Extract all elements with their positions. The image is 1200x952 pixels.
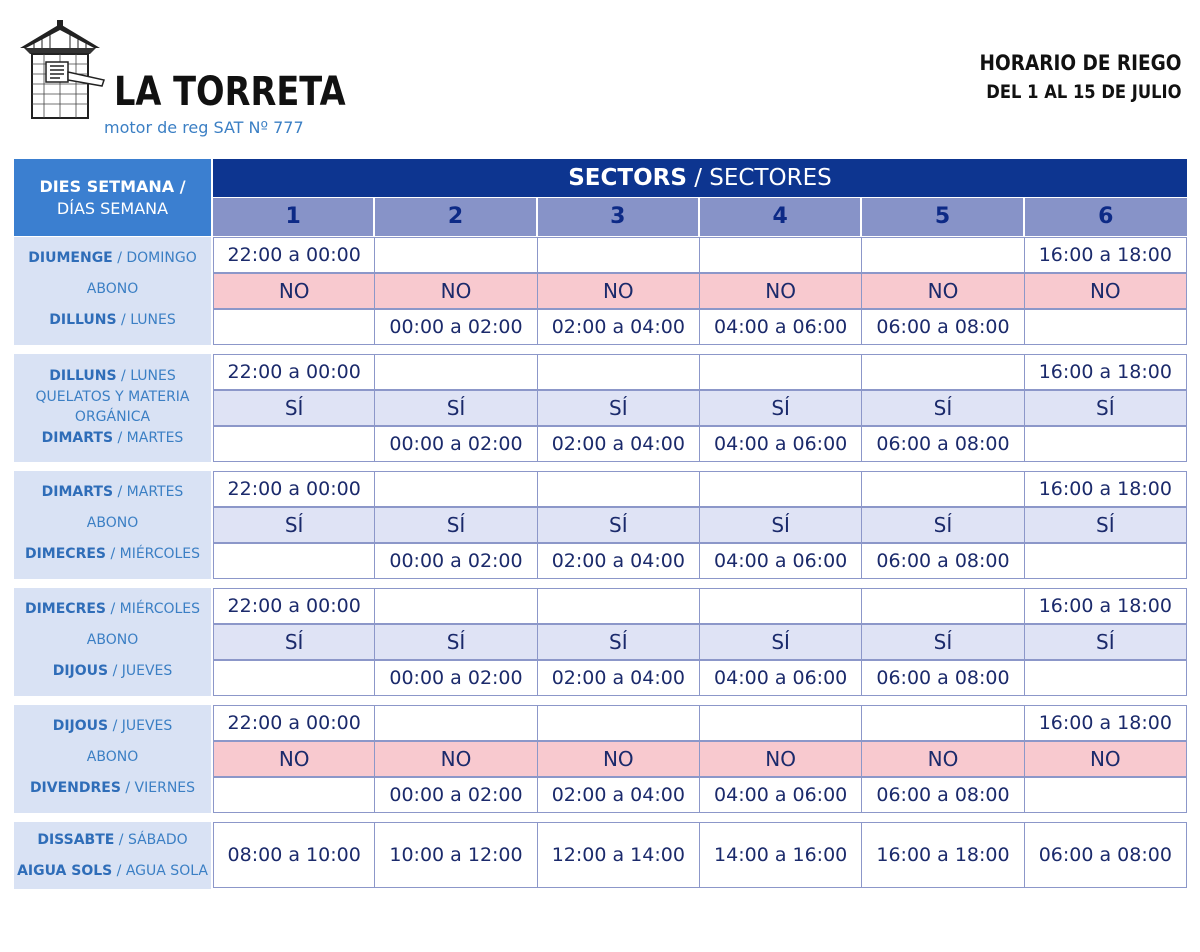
abono-cell: SÍ: [375, 624, 537, 660]
time-cell: [213, 543, 375, 579]
time-cell: 14:00 a 16:00: [700, 822, 862, 888]
sector-number: 4: [700, 198, 862, 236]
day-label-text: / SÁBADO: [114, 832, 188, 848]
day-label: [14, 250, 211, 266]
day-label: [14, 749, 211, 765]
day-label-text: / MIÉRCOLES: [106, 601, 201, 617]
time-cell: 16:00 a 18:00: [862, 822, 1024, 888]
title: HORARIO DE RIEGO: [980, 51, 1182, 75]
day-label-text: / AGUA SOLA: [112, 863, 208, 879]
time-cell: [862, 471, 1024, 507]
day-label-column: [14, 588, 211, 696]
time-cell: 22:00 a 00:00: [213, 588, 375, 624]
day-label: [14, 430, 211, 446]
day-label: [14, 484, 211, 500]
time-cell: [213, 309, 375, 345]
schedule-grid: [213, 705, 1187, 813]
day-label-catalan: DIJOUS: [52, 718, 109, 734]
time-cell: [213, 777, 375, 813]
abono-cell: NO: [213, 273, 375, 309]
document-title: [952, 49, 1182, 107]
time-cell: [538, 588, 700, 624]
day-label-column: [14, 705, 211, 813]
time-cell: 04:00 a 06:00: [700, 777, 862, 813]
day-label-text: / LUNES: [116, 368, 176, 384]
day-block: [14, 354, 1187, 462]
day-label: [14, 312, 211, 328]
time-cell: 04:00 a 06:00: [700, 543, 862, 579]
time-cell: 16:00 a 18:00: [1025, 705, 1187, 741]
day-label-text: / JUEVES: [108, 663, 173, 679]
time-cell: 00:00 a 02:00: [375, 309, 537, 345]
day-label: [14, 409, 211, 425]
time-cell: 02:00 a 04:00: [538, 660, 700, 696]
sectors-header-catalan: SECTORS: [568, 165, 687, 191]
sector-number: 1: [213, 198, 375, 236]
day-label-catalan: DISSABTE: [37, 832, 115, 848]
days-column-header: [14, 159, 211, 236]
time-cell: [1025, 660, 1187, 696]
time-cell: [1025, 309, 1187, 345]
day-label-catalan: DIMECRES: [24, 546, 106, 562]
day-label-column: [14, 354, 211, 462]
time-cell: [538, 237, 700, 273]
logo-name: LA TORRETA: [114, 69, 346, 115]
schedule-grid: [213, 588, 1187, 696]
time-cell: 22:00 a 00:00: [213, 471, 375, 507]
time-cell: 06:00 a 08:00: [862, 777, 1024, 813]
day-label-text: / JUEVES: [108, 718, 173, 734]
day-label-text: / LUNES: [116, 312, 176, 328]
abono-cell: NO: [213, 741, 375, 777]
day-label-catalan: DIUMENGE: [28, 250, 113, 266]
time-cell: 08:00 a 10:00: [213, 822, 375, 888]
time-cell: 04:00 a 06:00: [700, 426, 862, 462]
time-cell: 00:00 a 02:00: [375, 543, 537, 579]
day-label-catalan: DIVENDRES: [29, 780, 121, 796]
schedule-grid: [213, 822, 1187, 889]
sector-number: 2: [375, 198, 537, 236]
time-cell: [700, 237, 862, 273]
logo-subtitle: motor de reg SAT Nº 777: [104, 118, 304, 137]
day-label: [14, 601, 211, 617]
day-label: [14, 515, 211, 531]
day-label-text: / MIÉRCOLES: [106, 546, 201, 562]
sector-number: 3: [538, 198, 700, 236]
abono-cell: SÍ: [700, 624, 862, 660]
time-cell: 12:00 a 14:00: [538, 822, 700, 888]
day-block: [14, 471, 1187, 579]
abono-cell: SÍ: [1025, 624, 1187, 660]
time-cell: 04:00 a 06:00: [700, 309, 862, 345]
time-cell: [700, 705, 862, 741]
day-label-text: / VIERNES: [120, 780, 196, 796]
tower-icon: [14, 20, 106, 120]
day-label-catalan: DIMARTS: [41, 484, 114, 500]
abono-cell: SÍ: [375, 390, 537, 426]
day-label: [14, 663, 211, 679]
time-cell: [375, 588, 537, 624]
day-label-catalan: DIMECRES: [24, 601, 106, 617]
abono-row: [213, 624, 1187, 660]
sectors-header: [213, 159, 1187, 197]
time-cell: 06:00 a 08:00: [862, 426, 1024, 462]
time-cell: [1025, 777, 1187, 813]
time-cell: [538, 471, 700, 507]
time-cell: [375, 705, 537, 741]
day-label-text: / MARTES: [113, 484, 184, 500]
time-cell: 16:00 a 18:00: [1025, 588, 1187, 624]
day-label-catalan: DILLUNS: [49, 312, 117, 328]
day-label: [14, 832, 211, 848]
abono-cell: SÍ: [862, 624, 1024, 660]
schedule-row: [213, 705, 1187, 741]
sector-number: 6: [1025, 198, 1187, 236]
time-cell: 16:00 a 18:00: [1025, 354, 1187, 390]
time-cell: [1025, 426, 1187, 462]
schedule-row: [213, 777, 1187, 813]
time-cell: 02:00 a 04:00: [538, 426, 700, 462]
time-cell: [375, 354, 537, 390]
day-label-column: [14, 822, 211, 889]
day-label-text: / MARTES: [113, 430, 184, 446]
day-label-catalan: DIMARTS: [41, 430, 114, 446]
day-label: [14, 780, 211, 796]
day-label: [14, 546, 211, 562]
abono-cell: SÍ: [538, 390, 700, 426]
time-cell: 16:00 a 18:00: [1025, 237, 1187, 273]
schedule-row: [213, 660, 1187, 696]
schedule-row: [213, 822, 1187, 888]
time-cell: [375, 237, 537, 273]
day-label-catalan: AIGUA SOLS: [17, 863, 113, 879]
day-label: [14, 718, 211, 734]
time-cell: [213, 660, 375, 696]
time-cell: 16:00 a 18:00: [1025, 471, 1187, 507]
schedule-row: [213, 237, 1187, 273]
sector-number-row: [213, 198, 1187, 236]
time-cell: [862, 354, 1024, 390]
schedule-row: [213, 588, 1187, 624]
day-label-column: [14, 471, 211, 579]
subtitle: DEL 1 AL 15 DE JULIO: [986, 81, 1182, 103]
abono-cell: SÍ: [538, 507, 700, 543]
day-label-catalan: DIJOUS: [52, 663, 109, 679]
schedule-row: [213, 309, 1187, 345]
time-cell: 22:00 a 00:00: [213, 705, 375, 741]
time-cell: 06:00 a 08:00: [1025, 822, 1187, 888]
day-block: [14, 588, 1187, 696]
abono-cell: SÍ: [213, 507, 375, 543]
day-label-catalan: DILLUNS: [49, 368, 117, 384]
time-cell: [862, 588, 1024, 624]
time-cell: 06:00 a 08:00: [862, 309, 1024, 345]
abono-cell: NO: [862, 741, 1024, 777]
time-cell: [862, 705, 1024, 741]
sectors-header-spanish: / SECTORES: [686, 165, 832, 191]
schedule-grid: [213, 237, 1187, 345]
days-header-spanish: DÍAS SEMANA: [56, 198, 169, 218]
time-cell: [700, 471, 862, 507]
abono-cell: SÍ: [862, 507, 1024, 543]
schedule-row: [213, 543, 1187, 579]
day-label-text: ABONO: [86, 515, 139, 531]
time-cell: [538, 705, 700, 741]
saturday-block: [14, 822, 1187, 889]
abono-cell: NO: [375, 741, 537, 777]
abono-row: [213, 390, 1187, 426]
abono-cell: NO: [1025, 273, 1187, 309]
abono-cell: NO: [700, 273, 862, 309]
time-cell: [700, 354, 862, 390]
day-label: [14, 389, 211, 405]
abono-cell: NO: [538, 273, 700, 309]
time-cell: [700, 588, 862, 624]
time-cell: 02:00 a 04:00: [538, 309, 700, 345]
time-cell: 22:00 a 00:00: [213, 237, 375, 273]
time-cell: 06:00 a 08:00: [862, 543, 1024, 579]
day-label-column: [14, 237, 211, 345]
time-cell: 10:00 a 12:00: [375, 822, 537, 888]
time-cell: 00:00 a 02:00: [375, 777, 537, 813]
abono-cell: SÍ: [538, 624, 700, 660]
abono-cell: NO: [1025, 741, 1187, 777]
abono-cell: SÍ: [700, 390, 862, 426]
day-block: [14, 237, 1187, 345]
abono-cell: NO: [862, 273, 1024, 309]
sector-number: 5: [862, 198, 1024, 236]
days-header-catalan: DIES SETMANA /: [39, 176, 186, 196]
time-cell: 02:00 a 04:00: [538, 777, 700, 813]
time-cell: 04:00 a 06:00: [700, 660, 862, 696]
abono-cell: SÍ: [700, 507, 862, 543]
day-label-text: ABONO: [86, 632, 139, 648]
day-label: [14, 368, 211, 384]
abono-cell: NO: [538, 741, 700, 777]
day-label-text: QUELATOS Y MATERIA: [35, 389, 190, 405]
logo: [14, 20, 346, 137]
abono-cell: SÍ: [213, 390, 375, 426]
day-label-text: / DOMINGO: [112, 250, 197, 266]
day-label: [14, 632, 211, 648]
time-cell: 00:00 a 02:00: [375, 660, 537, 696]
schedule-row: [213, 426, 1187, 462]
schedule-grid: [213, 354, 1187, 462]
time-cell: [375, 471, 537, 507]
time-cell: 22:00 a 00:00: [213, 354, 375, 390]
time-cell: [862, 237, 1024, 273]
abono-cell: SÍ: [862, 390, 1024, 426]
abono-row: [213, 273, 1187, 309]
schedule-row: [213, 354, 1187, 390]
day-label-text: ORGÁNICA: [74, 409, 151, 425]
time-cell: [213, 426, 375, 462]
abono-cell: SÍ: [375, 507, 537, 543]
day-label-text: ABONO: [86, 749, 139, 765]
abono-row: [213, 507, 1187, 543]
abono-row: [213, 741, 1187, 777]
time-cell: 06:00 a 08:00: [862, 660, 1024, 696]
day-block: [14, 705, 1187, 813]
abono-cell: SÍ: [1025, 507, 1187, 543]
abono-cell: SÍ: [213, 624, 375, 660]
schedule-grid: [213, 471, 1187, 579]
schedule-row: [213, 471, 1187, 507]
abono-cell: SÍ: [1025, 390, 1187, 426]
abono-cell: NO: [700, 741, 862, 777]
time-cell: 02:00 a 04:00: [538, 543, 700, 579]
day-label-text: ABONO: [86, 281, 139, 297]
time-cell: [538, 354, 700, 390]
abono-cell: NO: [375, 273, 537, 309]
time-cell: [1025, 543, 1187, 579]
day-label: [14, 281, 211, 297]
time-cell: 00:00 a 02:00: [375, 426, 537, 462]
day-label: [14, 863, 211, 879]
